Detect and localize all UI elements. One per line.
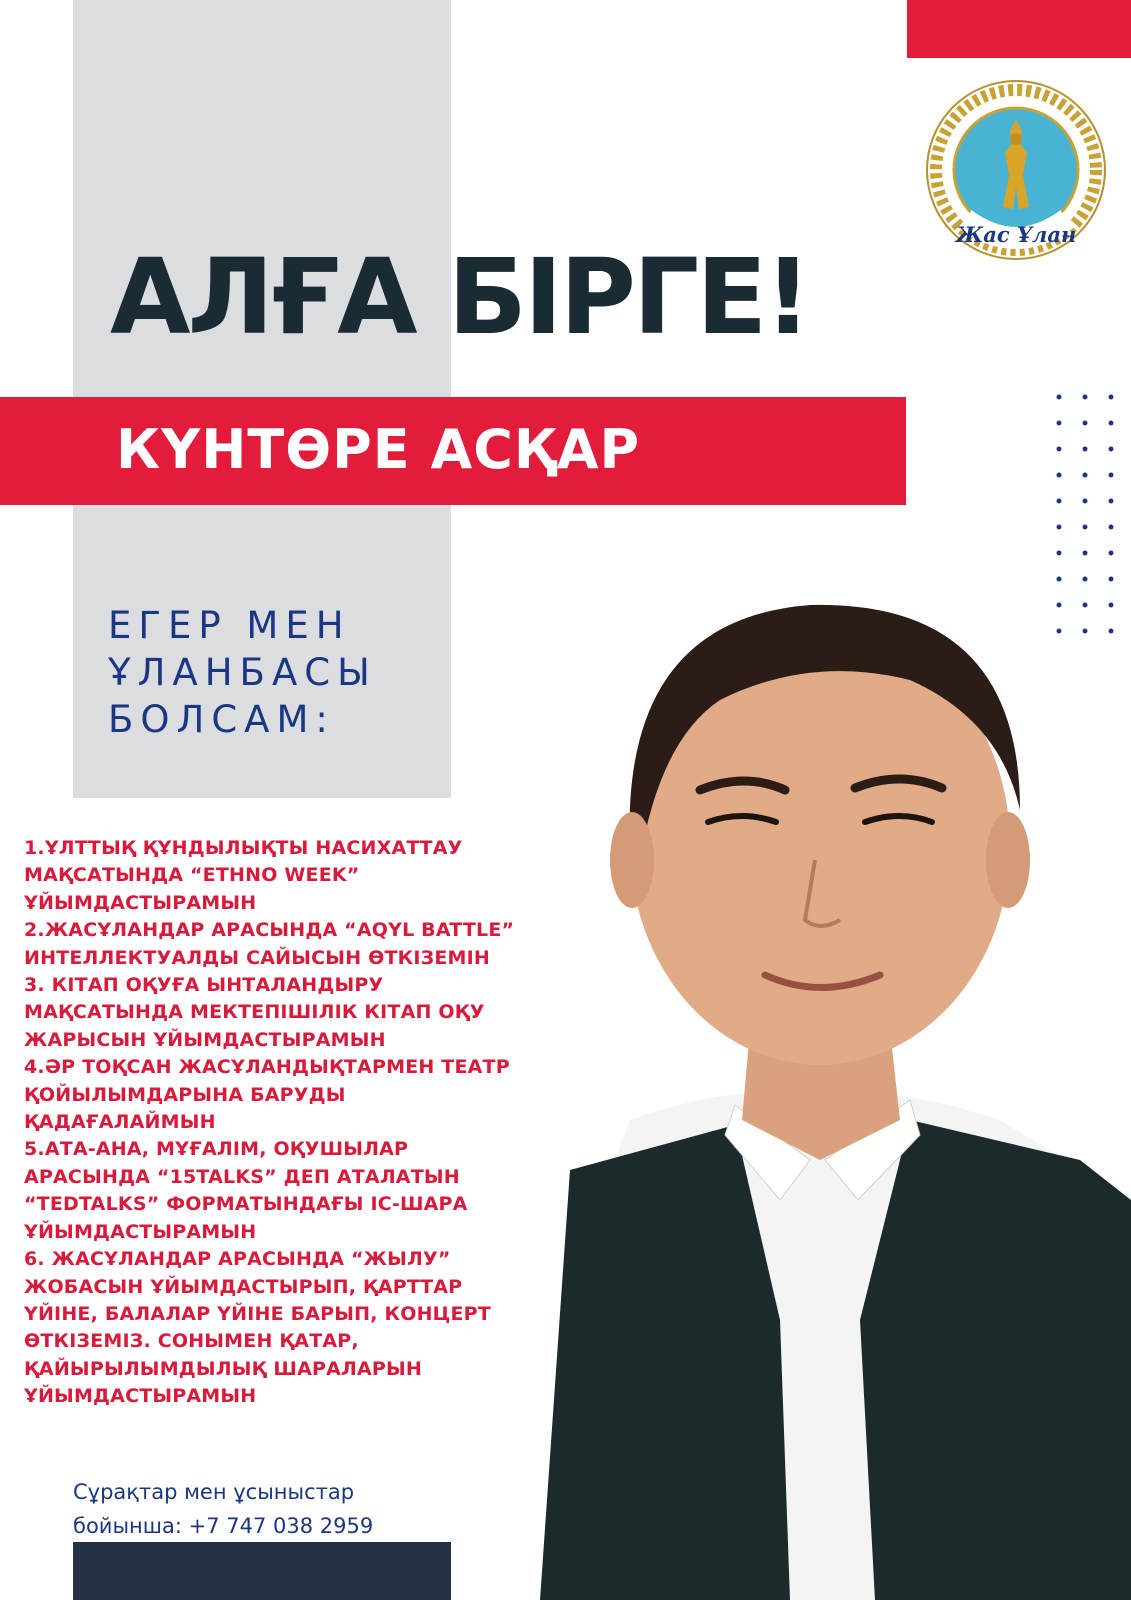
decoration-dot	[1083, 447, 1088, 452]
candidate-name: КҮНТӨРЕ АСҚАР	[116, 418, 641, 481]
plan-item: 5.АТА-АНА, МҰҒАЛІМ, ОҚУШЫЛАР АРАСЫНДА “15TALKS” ДЕП АТАЛАТЫН “TEDTALKS” ФОРМАТЫНДАҒЫ ІС-ШАРА ҰЙЫМДАСТЫРАМЫН	[24, 1138, 468, 1243]
decoration-dot	[1057, 473, 1062, 478]
plan-item: 6. ЖАСҰЛАНДАР АРАСЫНДА “ЖЫЛУ” ЖОБАСЫН ҰЙЫМДАСТЫРЫП, ҚАРТТАР ҮЙІНЕ, БАЛАЛАР ҮЙІНЕ БАРЫП, КОНЦЕРТ ӨТКІЗЕМІЗ. СОНЫМЕН ҚАТАР, ҚАЙЫРЫЛЫМДЫЛЫҚ ШАРАЛАРЫН ҰЙЫМДАСТЫРАМЫН	[24, 1248, 491, 1408]
contact-info	[73, 1475, 453, 1543]
decoration-dot	[1083, 473, 1088, 478]
plan-list	[24, 835, 524, 1411]
plan-item: 4.ӘР ТОҚСАН ЖАСҰЛАНДЫҚТАРМЕН ТЕАТР ҚОЙЫЛЫМДАРЫНА БАРУДЫ ҚАДАҒАЛАЙМЫН	[24, 1056, 510, 1134]
decoration-dot	[1057, 395, 1062, 400]
decoration-dot	[1083, 551, 1088, 556]
decoration-dot	[1109, 473, 1114, 478]
subheading-line: ҰЛАНБАСЫ	[108, 651, 377, 694]
top-red-accent	[907, 0, 1131, 58]
subheading-line: ЕГЕР МЕН	[108, 604, 351, 647]
bottom-dark-bar	[73, 1542, 451, 1600]
contact-phone: бойынша: +7 747 038 2959	[73, 1514, 374, 1538]
decoration-dot	[1109, 421, 1114, 426]
plan-item: 1.ҰЛТТЫҚ ҚҰНДЫЛЫҚТЫ НАСИХАТТАУ МАҚСАТЫНДА “ETHNO WEEK” ҰЙЫМДАСТЫРАМЫН	[24, 837, 463, 914]
decoration-dot	[1109, 499, 1114, 504]
plan-item: 3. КІТАП ОҚУҒА ЫНТАЛАНДЫРУ МАҚСАТЫНДА МЕКТЕПІШІЛІК КІТАП ОҚУ ЖАРЫСЫН ҰЙЫМДАСТЫРАМЫН	[24, 974, 485, 1051]
decoration-dot	[1109, 447, 1114, 452]
decoration-dot	[1109, 525, 1114, 530]
page-title: АЛҒА БІРГЕ!	[110, 236, 809, 358]
jas-ulan-logo-icon	[925, 79, 1107, 261]
decoration-dot	[1057, 551, 1062, 556]
decoration-dot	[1057, 421, 1062, 426]
decoration-dot	[1109, 551, 1114, 556]
contact-line: Сұрақтар мен ұсыныстар	[73, 1480, 355, 1504]
decoration-dot	[1083, 395, 1088, 400]
decoration-dot	[1083, 421, 1088, 426]
decoration-dot	[1109, 395, 1114, 400]
decoration-dot	[1083, 525, 1088, 530]
subheading-line: БОЛСАМ:	[108, 698, 335, 741]
decoration-dot	[1083, 499, 1088, 504]
candidate-photo	[480, 560, 1131, 1600]
subheading	[108, 602, 438, 743]
decoration-dot	[1057, 447, 1062, 452]
plan-item: 2.ЖАСҰЛАНДАР АРАСЫНДА “AQYL BATTLE” ИНТЕЛЛЕКТУАЛДЫ САЙЫСЫН ӨТКІЗЕМІН	[24, 919, 515, 969]
svg-text:Жас Ұлан: Жас Ұлан	[955, 222, 1077, 247]
decoration-dot	[1057, 499, 1062, 504]
decoration-dot	[1057, 525, 1062, 530]
